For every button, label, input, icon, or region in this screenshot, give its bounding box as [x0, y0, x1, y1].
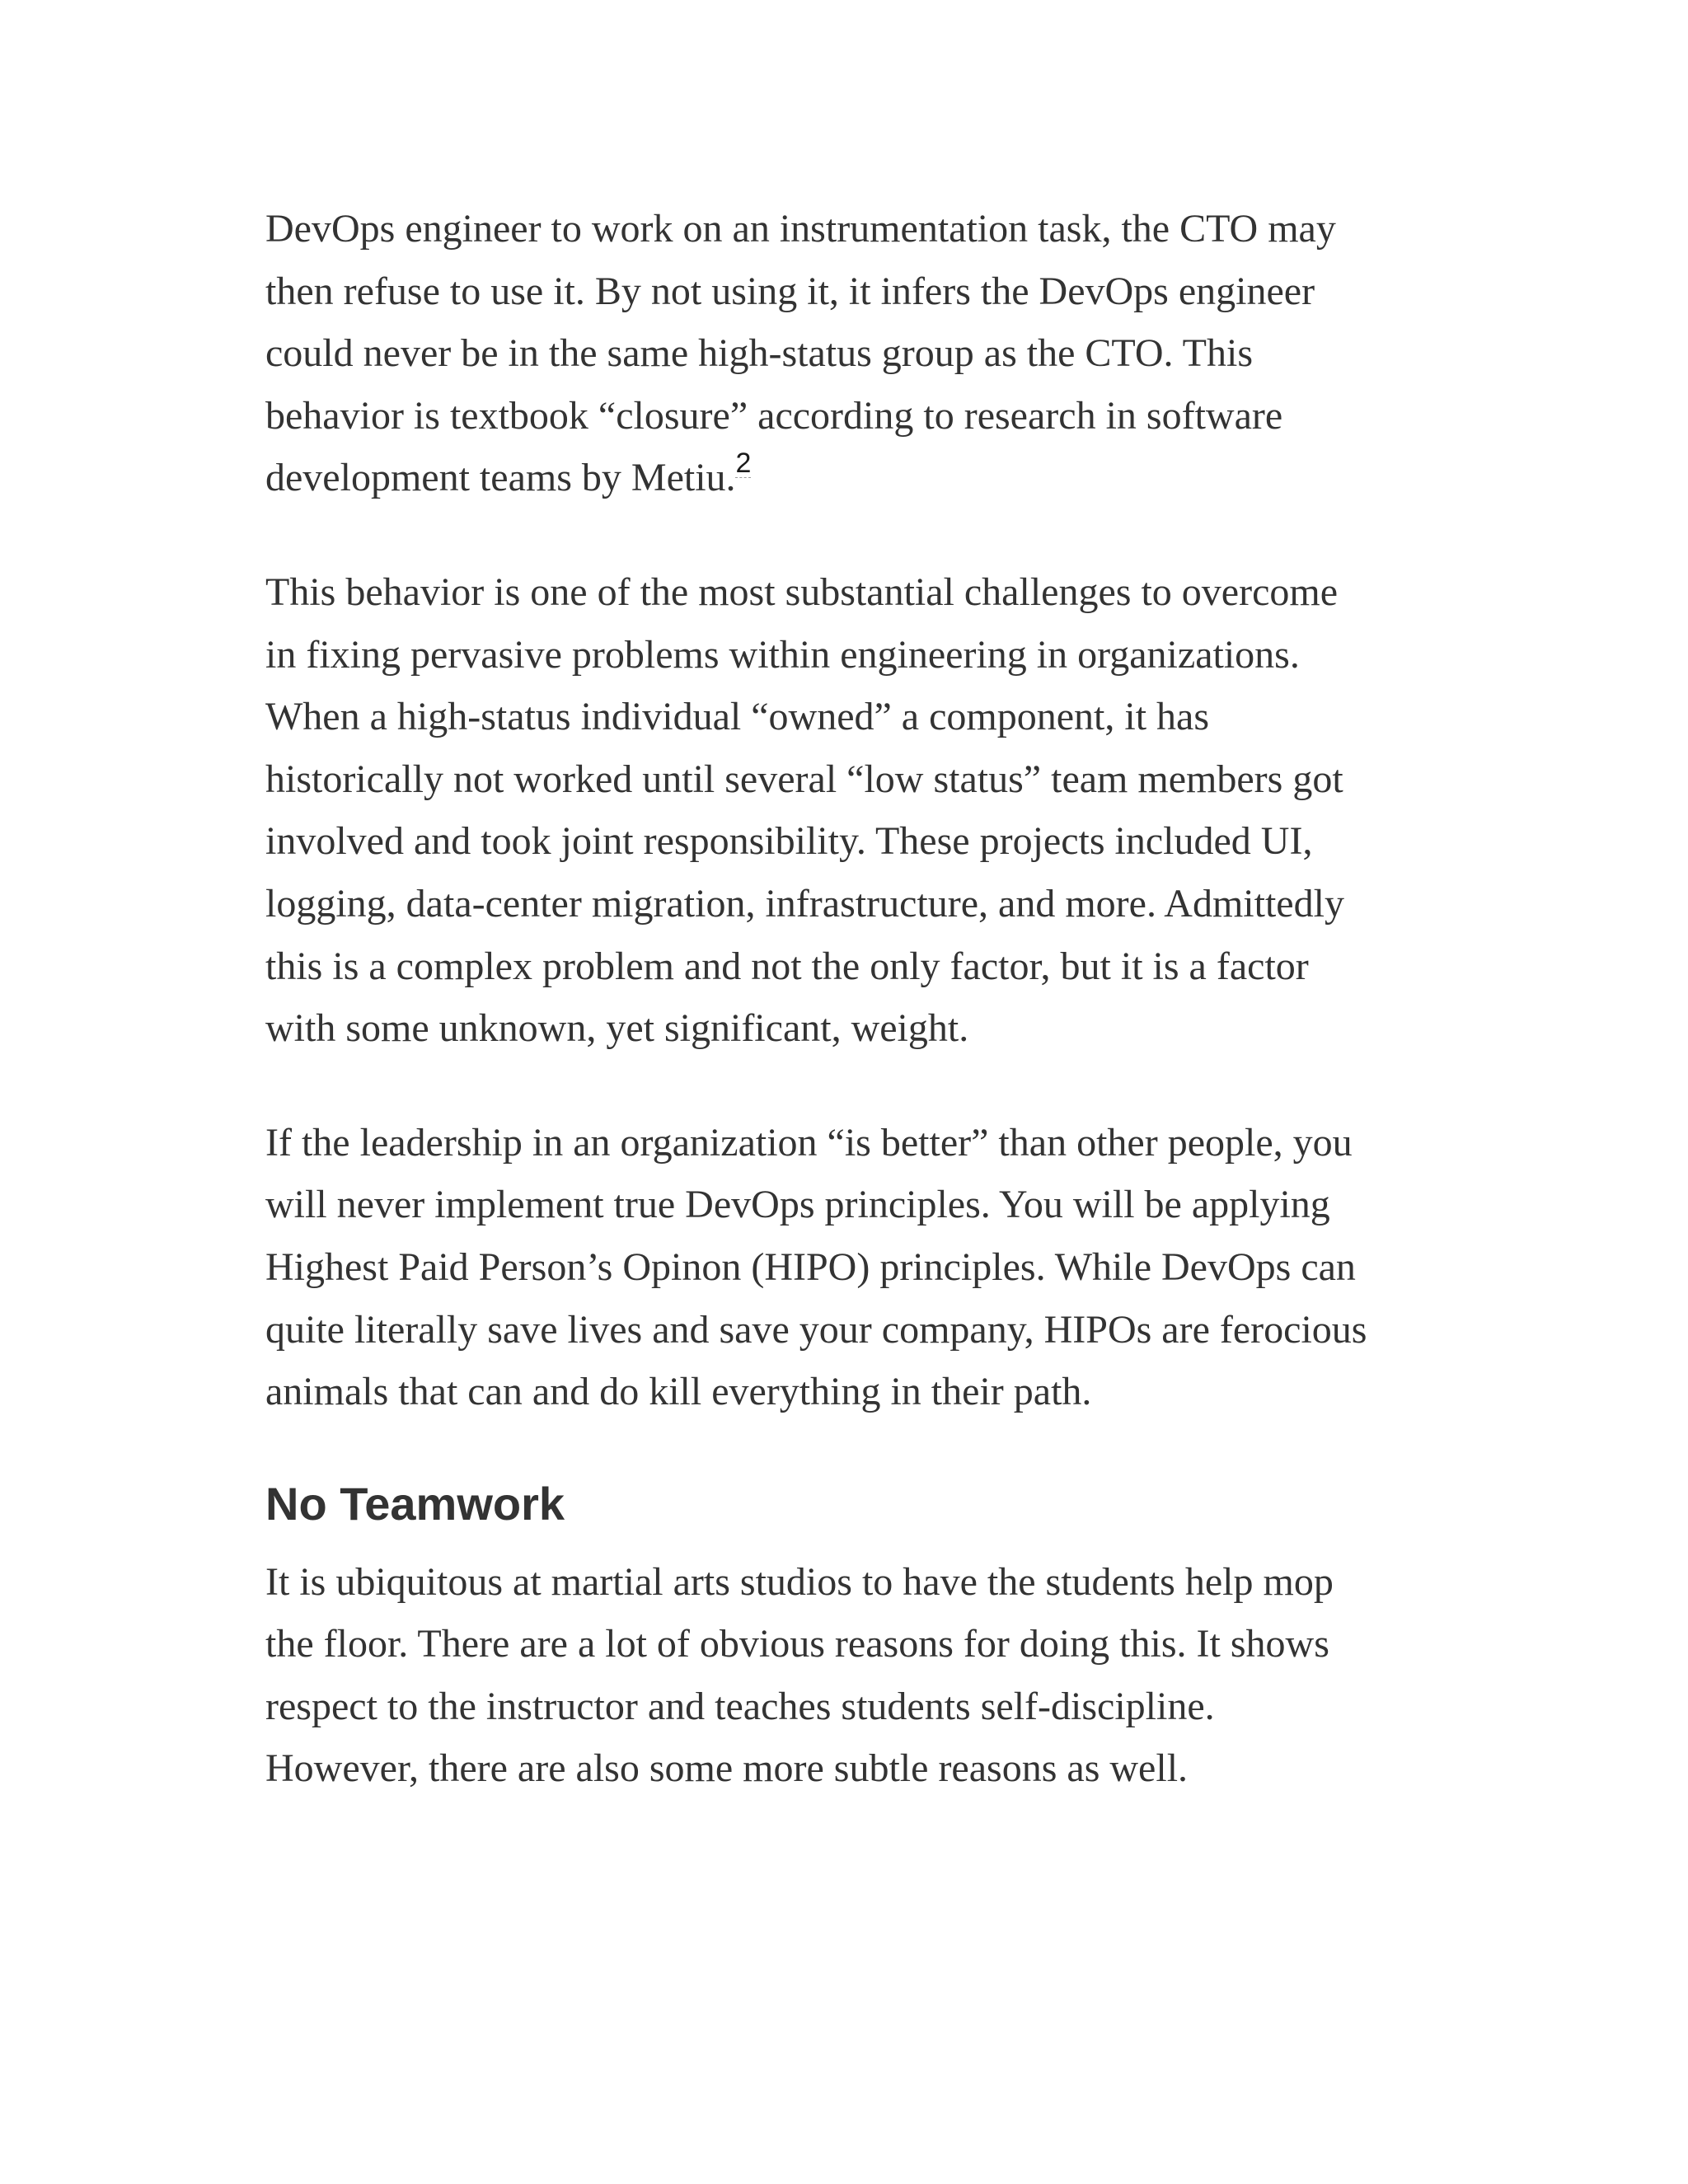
paragraph-closure-text: DevOps engineer to work on an instrumentation task, the CTO may then refuse to use it. By not using it, it infers the DevOps engineer could never be in the same high-status group as the CTO. This behavior is textbook “closure” according to research in software development teams by Metiu. [265, 207, 1336, 500]
paragraph-challenges: This behavior is one of the most substantial challenges to overcome in fixing pervasive problems within engineering in organizations. When a high-status individual “owned” a component, it has historically not worked until several “low status” team members got involved and took joint responsibility. These projects included UI, logging, data-center migration, infrastructure, and more. Admittedly this is a complex problem and not the only factor, but it is a factor with some unknown, yet significant, weight. [265, 569, 1344, 1051]
paragraph-closure [265, 198, 1436, 509]
section-heading-no-teamwork: No Teamwork [265, 1477, 565, 1530]
footnote-link-2[interactable]: 2 [735, 448, 752, 480]
paragraph-martial-arts: It is ubiquitous at martial arts studios to have the students help mop the floor. There are a lot of obvious reasons for doing this. It shows respect to the instructor and teaches students self-discipline. However, there are also some more subtle reasons as well. [265, 1559, 1334, 1791]
document-page [265, 198, 1436, 1852]
paragraph-hipo: If the leadership in an organization “is better” than other people, you will never implement true DevOps principles. You will be applying Highest Paid Person’s Opinon (HIPO) principles. While DevOps can quite literally save lives and save your company, HIPOs are ferocious animals that can and do kill everything in their path. [265, 1120, 1367, 1414]
